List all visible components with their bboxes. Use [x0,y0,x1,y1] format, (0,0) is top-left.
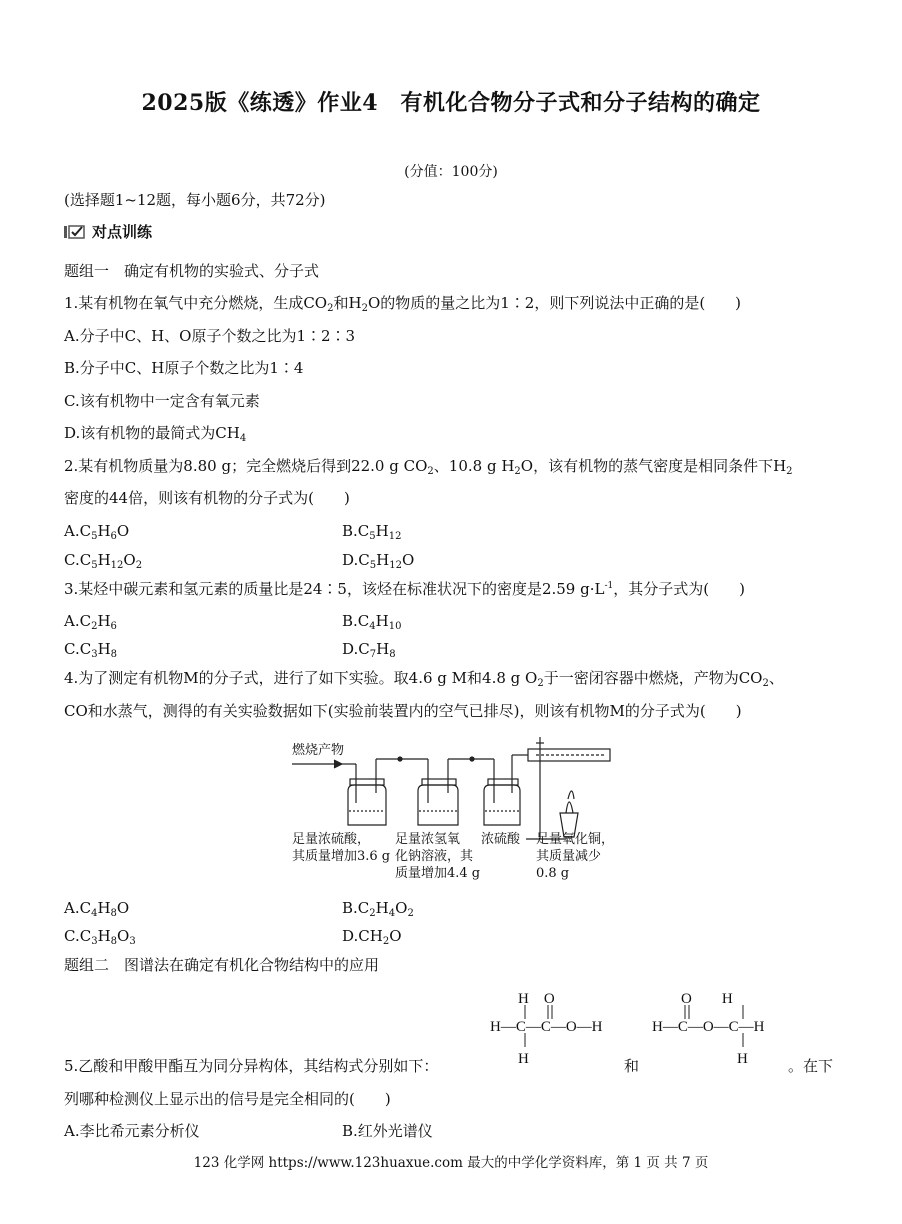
acetic-acid-top-atoms: H O [518,991,555,1007]
question-2-option-c: $C.C_5H_{12}O_2$ [64,551,143,571]
question-2-option-b: $B.C_5H_{12}$ [342,522,402,542]
question-3-option-b: $B.C_4H_{10}$ [342,612,402,632]
page-title: 2025版《练透》作业4 有机化合物分子式和分子结构的确定 [141,90,761,116]
diagram-label-bottle-2: 足量浓氢氧 化钠溶液，其 质量增加4.4 g [395,832,481,881]
question-3-option-c: $C.C_3H_8$ [64,640,118,660]
question-4-stem-line2: CO和水蒸气，测得的有关实验数据如下(实验前装置内的空气已排尽)，则该有机物M的分子式为( ) [64,702,742,720]
question-1-option-c: C.该有机物中一定含有氧元素 [64,392,260,410]
group-two-heading: 题组二 图谱法在确定有机化合物结构中的应用 [64,956,380,974]
question-4-stem-line1: 4.为了测定有机物M的分子式，进行了如下实验。取4.6 g M和4.8 g $O_2$于一密闭容器中燃烧，产物为$CO_2$、 [64,669,784,689]
acetic-acid-bottom-atom: H [518,1051,529,1067]
acetic-acid-main-chain: H—C—C—O—H [490,1019,603,1035]
diagram-label-copper-oxide: 足量氧化铜， 其质量减少 0.8 g [536,832,615,881]
checkmark-section-icon [64,225,86,239]
choice-note: (选择题1~12题，每小题6分，共72分) [64,191,326,209]
question-4-option-d: $D.CH_2O$ [342,927,402,947]
question-4-option-a: $A.C_4H_8O$ [64,899,130,919]
methyl-formate-main-chain: H—C—O—C—H [652,1019,765,1035]
question-3-option-a: $A.C_2H_6$ [64,612,117,632]
question-5-option-b: B.红外光谱仪 [342,1122,433,1140]
section-label: 对点训练 [92,223,153,241]
group-one-heading: 题组一 确定有机物的实验式、分子式 [64,262,320,280]
question-5-and: 和 [624,1057,640,1075]
question-2-option-a: $A.C_5H_6O$ [64,522,130,542]
score-note: (分值：100分) [404,164,498,180]
page-footer: 123 化学网 https://www.123huaxue.com 最大的中学化学资料库，第 1 页 共 7 页 [193,1155,709,1171]
question-1-option-a: A.分子中C、H、O原子个数之比为1∶2∶3 [64,327,356,345]
diagram-inlet-label: 燃烧产物 [292,743,345,758]
question-3-option-d: $D.C_7H_8$ [342,640,396,660]
question-5-stem-line2: 列哪种检测仪上显示出的信号是完全相同的( ) [64,1090,391,1108]
methyl-formate-top-atoms: O H [681,991,733,1007]
question-5-option-a: A.李比希元素分析仪 [64,1122,200,1140]
diagram-label-bottle-1: 足量浓硫酸， 其质量增加3.6 g [292,832,391,864]
question-3-stem: 3.某烃中碳元素和氢元素的质量比是24∶5，该烃在标准状况下的密度是2.59 $g\cdot L^{-1}$，其分子式为( ) [64,580,745,598]
question-4-option-b: $B.C_2H_4O_2$ [342,899,414,919]
question-2-option-d: $D.C_5H_{12}O$ [342,551,415,571]
question-4-option-c: $C.C_3H_8O_3$ [64,927,136,947]
question-5-stem: 5.乙酸和甲酸甲酯互为同分异构体，其结构式分别如下： [64,1057,439,1075]
methyl-formate-bottom-atom: H [737,1051,748,1067]
question-5-tail: 。在下 [788,1057,834,1075]
question-1-option-b: B.分子中C、H原子个数之比为1∶4 [64,359,304,377]
question-2-stem-line2: 密度的44倍，则该有机物的分子式为( ) [64,489,350,507]
section-heading [64,223,152,241]
diagram-label-bottle-3: 浓硫酸 [481,832,521,847]
question-1-option-d: D.该有机物的最简式为$CH_4$ [64,424,247,444]
question-2-stem-line1: 2.某有机物质量为8.80 g；完全燃烧后得到22.0 g $CO_2$、10.8 g $H_2O$，该有机物的蒸气密度是相同条件下$H_2$ [64,457,793,477]
question-1-stem: 1.某有机物在氧气中充分燃烧，生成$CO_2$和$H_2O$的物质的量之比为1∶2，则下列说法中正确的是( ) [64,294,742,314]
